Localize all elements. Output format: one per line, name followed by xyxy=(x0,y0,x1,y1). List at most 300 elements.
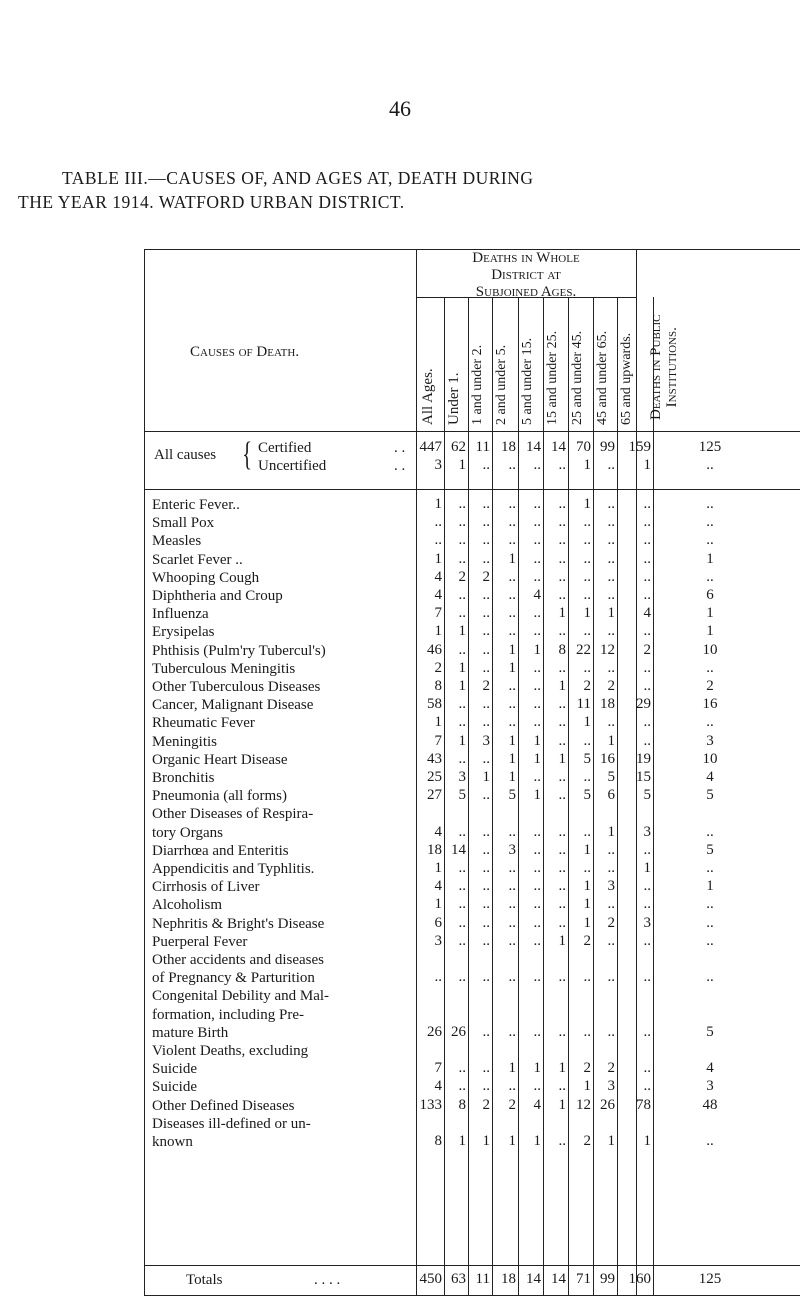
all-causes-label: All causes xyxy=(154,447,217,463)
totals-rule xyxy=(144,1265,800,1266)
row-cell: .. xyxy=(533,914,541,931)
row-cell: .. xyxy=(583,514,591,531)
row-cell: 1 xyxy=(706,623,714,640)
row-cell: 1 xyxy=(434,714,442,731)
row-cell: 6 xyxy=(607,787,615,804)
row-cell: 2 xyxy=(458,568,466,585)
row-cell: 1 xyxy=(434,623,442,640)
row-cell: 16 xyxy=(600,750,615,767)
row-cell: .. xyxy=(533,623,541,640)
row-cell: 1 xyxy=(558,605,566,622)
row-cell: 1 xyxy=(558,750,566,767)
age-column-header: 15 and under 25. xyxy=(545,330,560,425)
row-cell: 1 xyxy=(508,550,516,567)
row-cell: .. xyxy=(643,532,651,549)
row-cell: .. xyxy=(643,623,651,640)
certified-cell: 70 xyxy=(576,439,591,455)
row-cell: .. xyxy=(643,587,651,603)
row-cell: .. xyxy=(482,896,490,913)
cause-label: Other Defined Diseases xyxy=(152,1097,295,1114)
row-cell: .. xyxy=(482,787,490,804)
cause-label: Scarlet Fever .. xyxy=(152,551,243,568)
row-cell: 5 xyxy=(706,1023,714,1040)
row-cell: 1 xyxy=(533,732,541,749)
row-cell: .. xyxy=(583,1023,591,1040)
row-cell: 1 xyxy=(583,496,591,512)
row-cell: .. xyxy=(558,787,566,804)
row-cell: .. xyxy=(458,1060,466,1077)
row-cell: 5 xyxy=(607,769,615,785)
row-cell: .. xyxy=(607,514,615,531)
cause-label: Enteric Fever.. xyxy=(152,497,240,513)
row-cell: 1 xyxy=(508,659,516,676)
row-cell: .. xyxy=(458,932,466,949)
row-cell: 18 xyxy=(600,696,615,713)
row-cell: 3 xyxy=(458,769,466,785)
row-cell: .. xyxy=(482,932,490,949)
row-cell: .. xyxy=(583,568,591,585)
row-cell: .. xyxy=(508,823,516,840)
totals-cell: 71 xyxy=(576,1271,591,1287)
row-cell: 2 xyxy=(482,678,490,694)
row-cell: .. xyxy=(533,659,541,676)
row-cell: 5 xyxy=(508,787,516,804)
row-cell: 1 xyxy=(583,1078,591,1095)
row-cell: 16 xyxy=(702,696,718,713)
row-cell: 22 xyxy=(576,641,591,658)
row-cell: 4 xyxy=(434,1078,442,1095)
row-cell: .. xyxy=(458,969,466,986)
row-cell: .. xyxy=(607,568,615,585)
row-cell: 3 xyxy=(643,914,651,931)
cause-label: Violent Deaths, excluding xyxy=(152,1043,309,1059)
row-cell: .. xyxy=(533,841,541,858)
row-cell: .. xyxy=(533,678,541,694)
row-cell: .. xyxy=(458,605,466,622)
cause-label: Small Pox xyxy=(152,515,215,532)
row-cell: 1 xyxy=(508,1133,516,1149)
row-cell: .. xyxy=(458,914,466,931)
row-cell: .. xyxy=(558,823,566,840)
causes-header: Causes of Death. xyxy=(190,344,300,360)
uncertified-cell: 1 xyxy=(583,457,591,473)
row-cell: .. xyxy=(508,678,516,694)
row-cell: .. xyxy=(458,532,466,549)
uncertified-cell: .. xyxy=(533,457,541,473)
age-column-header: 25 and under 45. xyxy=(570,330,585,425)
row-cell: .. xyxy=(706,969,714,986)
row-cell: 1 xyxy=(508,641,516,658)
row-cell: .. xyxy=(558,969,566,986)
row-cell: .. xyxy=(583,532,591,549)
uncertified-cell: .. xyxy=(558,457,566,473)
row-cell: .. xyxy=(508,623,516,640)
row-cell: .. xyxy=(482,605,490,622)
row-cell: .. xyxy=(482,841,490,858)
totals-cell: 450 xyxy=(419,1271,442,1287)
row-cell: .. xyxy=(482,823,490,840)
row-cell: .. xyxy=(508,568,516,585)
row-cell: 1 xyxy=(533,1133,541,1149)
cause-label: Cirrhosis of Liver xyxy=(152,879,260,896)
row-cell: 6 xyxy=(434,914,442,931)
row-cell: .. xyxy=(458,496,466,512)
row-cell: .. xyxy=(482,1078,490,1095)
row-cell: 2 xyxy=(482,568,490,585)
row-cell: 26 xyxy=(600,1096,615,1113)
row-cell: 2 xyxy=(583,1060,591,1077)
uncertified-cell: .. xyxy=(706,457,714,473)
row-cell: .. xyxy=(607,896,615,913)
row-cell: 1 xyxy=(558,932,566,949)
row-cell: .. xyxy=(508,514,516,531)
row-cell: .. xyxy=(706,896,714,913)
age-column-header: 1 and under 2. xyxy=(470,344,485,425)
uncertified-cell: 1 xyxy=(458,457,466,473)
row-cell: .. xyxy=(508,532,516,549)
row-cell: .. xyxy=(458,696,466,713)
row-cell: .. xyxy=(643,496,651,512)
title-line-2: THE YEAR 1914. WATFORD URBAN DISTRICT. xyxy=(18,192,405,212)
header-rule xyxy=(144,431,800,432)
row-cell: 3 xyxy=(706,732,714,749)
row-cell: .. xyxy=(643,969,651,986)
row-cell: .. xyxy=(558,1078,566,1095)
row-cell: .. xyxy=(533,496,541,512)
page-number: 46 xyxy=(389,96,411,121)
row-cell: .. xyxy=(583,732,591,749)
row-cell: .. xyxy=(558,1023,566,1040)
row-cell: 8 xyxy=(558,641,566,658)
cause-label: Rheumatic Fever xyxy=(152,715,255,732)
row-cell: 1 xyxy=(458,623,466,640)
row-cell: .. xyxy=(607,841,615,858)
row-cell: .. xyxy=(508,969,516,986)
row-cell: .. xyxy=(706,823,714,840)
row-cell: .. xyxy=(607,550,615,567)
row-cell: .. xyxy=(583,860,591,876)
row-cell: .. xyxy=(607,496,615,512)
row-cell: 4 xyxy=(533,587,541,603)
row-cell: .. xyxy=(558,878,566,895)
row-cell: 2 xyxy=(508,1096,516,1113)
row-cell: .. xyxy=(508,714,516,731)
certified-label: Certified xyxy=(258,440,312,456)
row-cell: 1 xyxy=(558,1060,566,1077)
table-bottom-rule xyxy=(144,1295,800,1296)
totals-label: Totals xyxy=(186,1272,223,1288)
row-cell: 4 xyxy=(706,769,714,785)
row-cell: .. xyxy=(508,1023,516,1040)
cause-label: Other Diseases of Respira- xyxy=(152,806,314,823)
row-cell: 19 xyxy=(636,750,651,767)
cause-label: Organic Heart Disease xyxy=(152,751,288,768)
cause-label: tory Organs xyxy=(152,824,223,841)
row-cell: 1 xyxy=(533,1060,541,1077)
totals-cell: 125 xyxy=(698,1271,722,1287)
row-cell: .. xyxy=(533,860,541,876)
row-cell: 58 xyxy=(427,696,442,713)
totals-cell: 160 xyxy=(628,1271,651,1287)
row-cell: .. xyxy=(583,550,591,567)
row-cell: .. xyxy=(533,532,541,549)
cause-label: Alcoholism xyxy=(152,897,222,914)
cause-label: Nephritis & Bright's Disease xyxy=(152,915,325,932)
row-cell: 48 xyxy=(702,1096,718,1113)
row-cell: .. xyxy=(508,696,516,713)
row-cell: 1 xyxy=(508,769,516,785)
row-cell: .. xyxy=(482,1060,490,1077)
row-cell: .. xyxy=(533,823,541,840)
row-cell: .. xyxy=(458,550,466,567)
cause-label: Puerperal Fever xyxy=(152,933,248,950)
row-cell: .. xyxy=(482,969,490,986)
group-header: Deaths in Whole District at Subjoined Ages. xyxy=(472,250,580,300)
row-cell: .. xyxy=(706,514,714,531)
certified-cell: 14 xyxy=(526,439,541,455)
row-cell: .. xyxy=(434,532,442,549)
row-cell: 12 xyxy=(576,1096,591,1113)
row-cell: .. xyxy=(558,914,566,931)
row-cell: 3 xyxy=(706,1078,714,1095)
cause-label: Tuberculous Meningitis xyxy=(152,660,296,677)
row-cell: .. xyxy=(482,696,490,713)
row-cell: 1 xyxy=(607,823,615,840)
row-cell: .. xyxy=(558,841,566,858)
uncertified-label: Uncertified xyxy=(258,458,327,474)
row-cell: 29 xyxy=(636,696,651,713)
totals-cell: 99 xyxy=(600,1271,615,1287)
row-cell: 11 xyxy=(576,696,591,713)
row-cell: 2 xyxy=(482,1096,490,1113)
row-cell: 2 xyxy=(434,659,442,676)
totals-cell: 18 xyxy=(501,1271,516,1287)
row-cell: 1 xyxy=(706,878,714,895)
cause-label: Pneumonia (all forms) xyxy=(152,788,287,805)
row-cell: 1 xyxy=(508,750,516,767)
row-cell: 27 xyxy=(427,787,442,804)
cause-label: Measles xyxy=(152,533,202,550)
row-cell: 7 xyxy=(434,1060,442,1077)
row-cell: 2 xyxy=(583,1133,591,1149)
row-cell: 4 xyxy=(434,878,442,895)
cause-label: Appendicitis and Typhlitis. xyxy=(152,861,315,877)
row-cell: .. xyxy=(458,860,466,876)
age-column-header: 65 and upwards. xyxy=(619,332,634,425)
row-cell: .. xyxy=(583,823,591,840)
row-cell: .. xyxy=(482,623,490,640)
row-cell: 8 xyxy=(434,678,442,694)
certified-cell: 14 xyxy=(551,439,566,455)
row-cell: .. xyxy=(643,568,651,585)
row-cell: .. xyxy=(607,860,615,876)
row-cell: .. xyxy=(533,896,541,913)
row-cell: .. xyxy=(482,514,490,531)
totals-cell: 63 xyxy=(451,1271,466,1287)
dots: . . xyxy=(394,458,406,474)
row-cell: .. xyxy=(558,1133,566,1149)
row-cell: 46 xyxy=(427,641,442,658)
row-cell: 1 xyxy=(508,1060,516,1077)
row-cell: 4 xyxy=(434,823,442,840)
row-cell: 5 xyxy=(706,841,714,858)
row-cell: .. xyxy=(458,514,466,531)
row-cell: 12 xyxy=(600,641,615,658)
row-cell: .. xyxy=(583,587,591,603)
row-cell: .. xyxy=(607,659,615,676)
totals-cell: 14 xyxy=(551,1271,566,1287)
row-cell: .. xyxy=(533,605,541,622)
row-cell: 4 xyxy=(434,568,442,585)
cause-label: Meningitis xyxy=(152,733,218,750)
row-cell: .. xyxy=(706,568,714,585)
row-cell: 3 xyxy=(508,841,516,858)
row-cell: .. xyxy=(607,587,615,603)
certified-cell: 125 xyxy=(698,439,722,455)
row-cell: .. xyxy=(706,860,714,876)
cause-label: Diarrhœa and Enteritis xyxy=(152,842,289,859)
row-cell: .. xyxy=(643,659,651,676)
row-cell: .. xyxy=(607,969,615,986)
row-cell: 1 xyxy=(458,1133,466,1149)
row-cell: 8 xyxy=(458,1096,466,1113)
row-cell: 1 xyxy=(643,860,651,876)
row-cell: 8 xyxy=(434,1133,442,1149)
row-cell: .. xyxy=(558,896,566,913)
uncertified-cell: 3 xyxy=(434,457,442,473)
cause-label: Diphtheria and Croup xyxy=(152,588,283,604)
row-cell: 1 xyxy=(508,732,516,749)
cause-label: known xyxy=(152,1134,193,1150)
dots: . . xyxy=(394,440,406,456)
row-cell: 1 xyxy=(643,1133,651,1149)
row-cell: 4 xyxy=(533,1096,541,1113)
row-cell: .. xyxy=(583,623,591,640)
row-cell: .. xyxy=(482,587,490,603)
certified-cell: 99 xyxy=(600,439,615,455)
row-cell: 1 xyxy=(434,860,442,876)
institutions-header: Deaths in Public Institutions. xyxy=(648,314,680,420)
column-rule xyxy=(653,297,654,1295)
row-cell: .. xyxy=(533,696,541,713)
row-cell: 1 xyxy=(434,496,442,512)
row-cell: .. xyxy=(458,587,466,603)
row-cell: 1 xyxy=(533,787,541,804)
row-cell: .. xyxy=(482,860,490,876)
row-cell: 7 xyxy=(434,605,442,622)
row-cell: 25 xyxy=(427,769,442,785)
certified-cell: 159 xyxy=(628,439,651,455)
row-cell: .. xyxy=(482,878,490,895)
row-cell: 26 xyxy=(427,1023,442,1040)
row-cell: .. xyxy=(508,896,516,913)
row-cell: 5 xyxy=(458,787,466,804)
row-cell: 4 xyxy=(643,605,651,622)
row-cell: 2 xyxy=(583,678,591,694)
row-cell: .. xyxy=(583,769,591,785)
row-cell: 1 xyxy=(458,678,466,694)
row-cell: .. xyxy=(558,532,566,549)
row-cell: .. xyxy=(458,641,466,658)
row-cell: .. xyxy=(558,550,566,567)
row-cell: .. xyxy=(533,514,541,531)
row-cell: 1 xyxy=(607,605,615,622)
cause-label: Erysipelas xyxy=(152,624,215,641)
row-cell: .. xyxy=(706,659,714,676)
row-cell: .. xyxy=(482,659,490,676)
cause-label: Influenza xyxy=(152,606,209,623)
cause-label: formation, including Pre- xyxy=(152,1006,305,1023)
row-cell: .. xyxy=(482,750,490,767)
cause-label: Other accidents and diseases xyxy=(152,952,325,968)
row-cell: 1 xyxy=(482,1133,490,1149)
uncertified-cell: .. xyxy=(607,457,615,473)
row-cell: 18 xyxy=(427,841,442,858)
row-cell: 1 xyxy=(583,605,591,622)
row-cell: .. xyxy=(643,932,651,949)
row-cell: 1 xyxy=(434,550,442,567)
row-cell: .. xyxy=(482,641,490,658)
row-cell: .. xyxy=(706,496,714,512)
row-cell: 1 xyxy=(533,750,541,767)
row-cell: 1 xyxy=(583,914,591,931)
age-column-header: Under 1. xyxy=(446,372,462,425)
row-cell: 2 xyxy=(583,932,591,949)
row-cell: .. xyxy=(643,841,651,858)
row-cell: .. xyxy=(533,1023,541,1040)
row-cell: 10 xyxy=(702,750,718,767)
row-cell: 4 xyxy=(706,1060,714,1077)
row-cell: 2 xyxy=(643,641,651,658)
row-cell: 3 xyxy=(643,823,651,840)
row-cell: 26 xyxy=(451,1023,466,1040)
row-cell: .. xyxy=(643,678,651,694)
row-cell: 5 xyxy=(643,787,651,804)
uncertified-cell: .. xyxy=(508,457,516,473)
allcauses-rule xyxy=(144,489,800,490)
row-cell: 1 xyxy=(434,896,442,913)
row-cell: 78 xyxy=(636,1096,651,1113)
row-cell: .. xyxy=(482,914,490,931)
uncertified-cell: 1 xyxy=(643,457,651,473)
row-cell: .. xyxy=(508,914,516,931)
certified-cell: 11 xyxy=(475,439,490,455)
table-left-rule xyxy=(144,249,145,1295)
row-cell: .. xyxy=(533,969,541,986)
row-cell: 6 xyxy=(706,587,714,603)
row-cell: 3 xyxy=(607,1078,615,1095)
row-cell: 3 xyxy=(434,932,442,949)
row-cell: .. xyxy=(558,514,566,531)
row-cell: .. xyxy=(458,714,466,731)
row-cell: .. xyxy=(558,732,566,749)
cause-label: Bronchitis xyxy=(152,770,215,786)
age-column-header: 5 and under 15. xyxy=(520,337,535,425)
row-cell: .. xyxy=(508,496,516,512)
row-cell: .. xyxy=(607,714,615,731)
row-cell: .. xyxy=(558,860,566,876)
row-cell: .. xyxy=(482,1023,490,1040)
totals-cell: 14 xyxy=(526,1271,541,1287)
row-cell: .. xyxy=(533,550,541,567)
row-cell: 15 xyxy=(636,769,651,785)
row-cell: 43 xyxy=(427,750,442,767)
row-cell: 2 xyxy=(607,678,615,694)
row-cell: .. xyxy=(508,587,516,603)
row-cell: .. xyxy=(643,878,651,895)
row-cell: .. xyxy=(558,587,566,603)
row-cell: .. xyxy=(508,605,516,622)
